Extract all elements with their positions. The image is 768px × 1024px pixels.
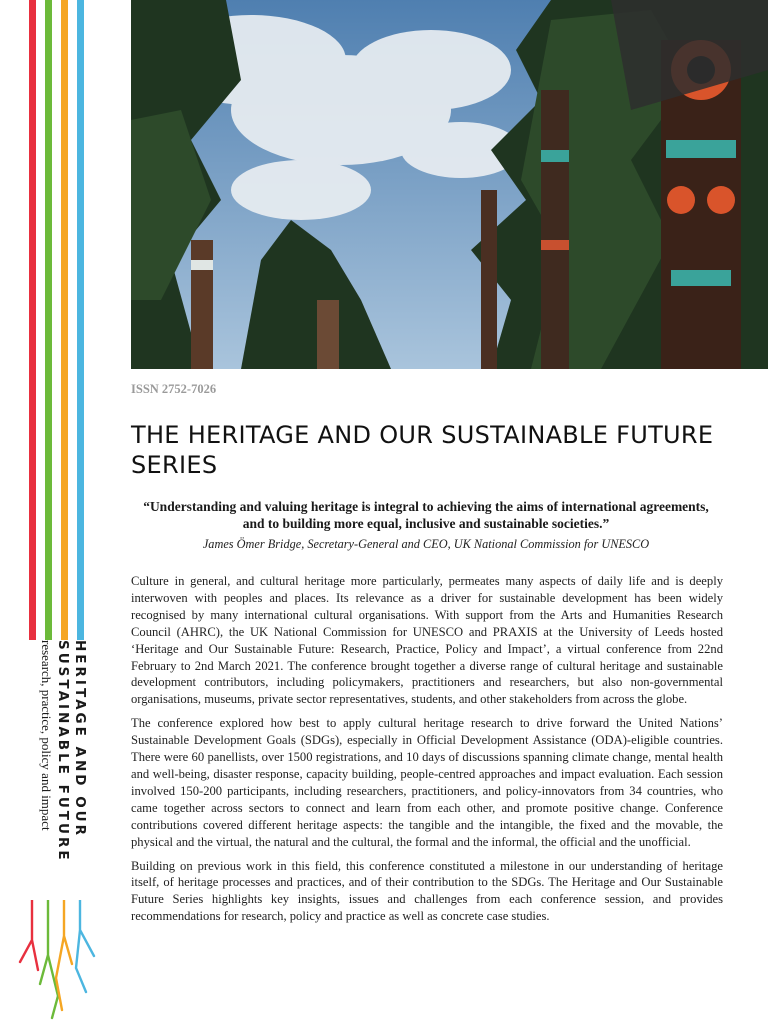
roots-icon [0, 900, 110, 1024]
page-title: THE HERITAGE AND OUR SUSTAINABLE FUTURE SERIES [131, 421, 714, 479]
quote-text: “Understanding and valuing heritage is integral to achieving the aims of international agreements, and to building more equal, inclusive and sustainable societies.” [143, 499, 709, 531]
green-stripe [45, 0, 52, 640]
quote-attribution: James Ömer Bridge, Secretary-General and CEO, UK National Commission for UNESCO [202, 537, 650, 551]
sidebar [0, 0, 110, 1024]
orange-stripe [61, 0, 68, 640]
paragraph-3: Building on previous work in this field, this conference constituted a milestone in our understanding of heritage itself, of heritage processes and practices, and of their contribution to the SDGs. The Heritage and Our Sustainable Future Series highlights key insights, issues and challenges from each conference session, and provides recommendations for research, policy and practice as well as concrete case studies. [131, 858, 723, 924]
series-brand [39, 640, 92, 900]
brand-title-line1: HERITAGE AND OUR [72, 640, 88, 839]
paragraph-1: Culture in general, and cultural heritage more particularly, permeates many aspects of daily life and is deeply interwoven with peoples and places. Its relevance as a driver for sustainable development has been widely recognised by many international cultural organisations. With support from the Arts and Humanities Research Council (AHRC), the UK National Commission for UNESCO and PRAXIS at the University of Leeds hosted ‘Heritage and Our Sustainable Future: Research, Practice, Policy and Impact’, a virtual conference from 22nd February to 2nd March 2021. The conference brought together a diverse range of cultural heritage and sustainable development contributors, including policymakers, practitioners and researchers, but also non-governmental organisations, museums, private sector representatives, students, and other stakeholders from across the globe. [131, 574, 723, 707]
red-stripe [29, 0, 36, 640]
brand-subtitle: research, practice, policy and impact [39, 640, 54, 831]
body-text [131, 573, 723, 932]
paragraph-2: The conference explored how best to apply cultural heritage research to drive forward the United Nations’ Sustainable Development Goals (SDGs), especially in Official Development Assistance (ODA)-eligible countries. There were 60 panellists, over 1500 registrations, and 10 days of discussions spanning climate change, mental health and well-being, disaster response, capacity building, people-centred approaches and impact evaluation. Each session involved 150-200 participants, including researchers, practitioners, and policy-innovators from 34 countries, who came together across sectors to connect and learn from each other, and promote positive change. Conference contributions covered different heritage aspects: the tangible and the intangible, the fixed and the movable, the physical and the virtual, the natural and the cultural, the formal and the informal, the official and the unofficial. [131, 716, 723, 849]
totem-poles-photo [131, 0, 768, 369]
blue-stripe [77, 0, 84, 640]
issn-number: ISSN 2752-7026 [131, 382, 217, 396]
brand-title-line2: SUSTAINABLE FUTURE [55, 640, 71, 863]
